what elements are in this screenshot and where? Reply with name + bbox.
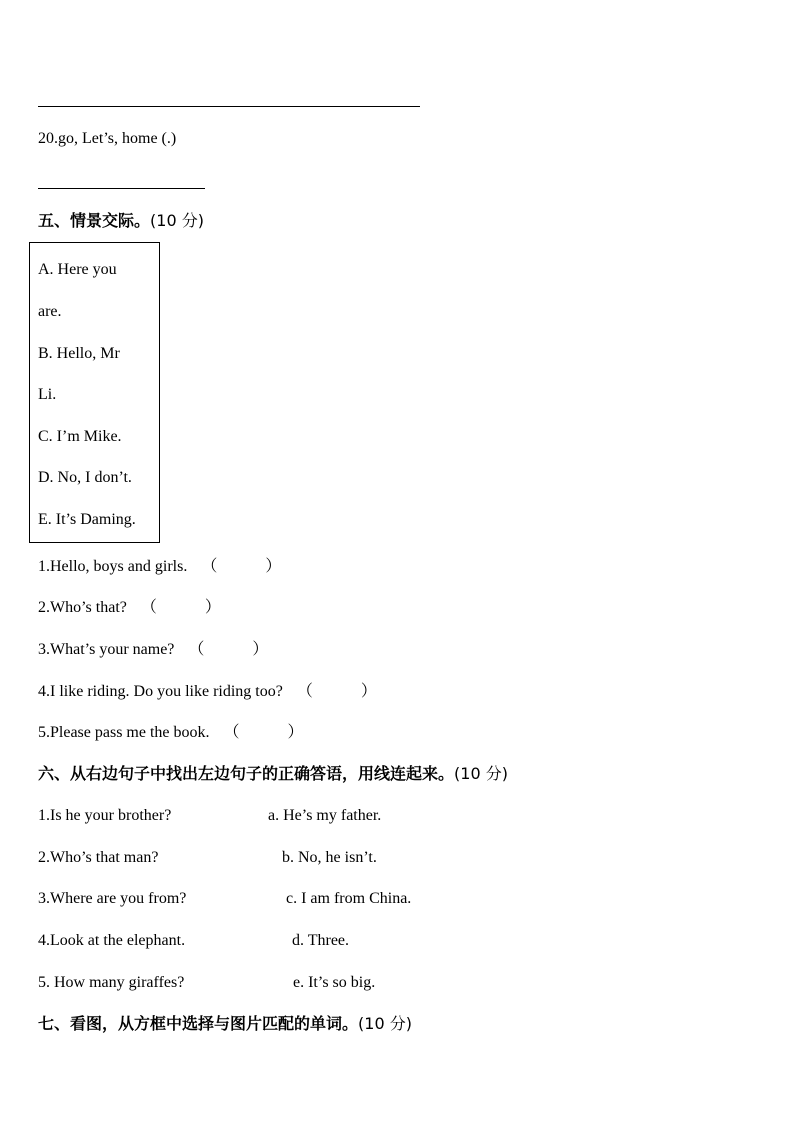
option-line: are. — [38, 303, 62, 320]
section-5-title: 五、情景交际。 — [38, 211, 151, 230]
section-6-heading — [38, 764, 508, 784]
section-6-score: (10 分) — [454, 764, 508, 783]
answer-blank[interactable]: （ ） — [140, 599, 221, 616]
option-line: Li. — [38, 386, 57, 403]
match-right-item[interactable]: a. He’s my father. — [268, 807, 382, 824]
question-text: 3.What’s your name? — [38, 641, 175, 658]
match-right-item[interactable]: d. Three. — [292, 932, 350, 949]
answer-blank[interactable]: （ ） — [188, 641, 269, 658]
section-6-title: 六、从右边句子中找出左边句子的正确答语，用线连起来。 — [38, 764, 455, 783]
match-left-item[interactable]: 2.Who’s that man? — [38, 849, 159, 866]
section-5-score: (10 分) — [150, 211, 204, 230]
option-line: A. Here you — [38, 261, 117, 278]
match-right-item[interactable]: b. No, he isn’t. — [282, 849, 377, 866]
option-line: B. Hello, Mr — [38, 345, 120, 362]
options-box — [29, 242, 160, 543]
match-right-item[interactable]: e. It’s so big. — [293, 974, 376, 991]
s5-question-1 — [38, 557, 281, 577]
answer-line-20 — [38, 188, 205, 189]
match-right-item[interactable]: c. I am from China. — [286, 890, 412, 907]
question-text: 5.Please pass me the book. — [38, 724, 210, 741]
s5-question-2 — [38, 598, 221, 618]
question-text: 1.Hello, boys and girls. — [38, 558, 188, 575]
match-left-item[interactable]: 5. How many giraffes? — [38, 974, 185, 991]
section-7-heading — [38, 1014, 412, 1034]
answer-blank[interactable]: （ ） — [223, 724, 304, 741]
s5-question-3 — [38, 640, 268, 660]
s5-question-5 — [38, 723, 304, 743]
section-7-score: (10 分) — [358, 1014, 412, 1033]
question-text: 2.Who’s that? — [38, 599, 127, 616]
section-5-heading — [38, 211, 204, 231]
match-left-item[interactable]: 3.Where are you from? — [38, 890, 187, 907]
option-line: C. I’m Mike. — [38, 428, 122, 445]
answer-blank[interactable]: （ ） — [296, 683, 377, 700]
s5-question-4 — [38, 682, 377, 702]
answer-line-19 — [38, 106, 420, 107]
option-line: D. No, I don’t. — [38, 469, 132, 486]
question-text: 4.I like riding. Do you like riding too? — [38, 683, 283, 700]
option-line: E. It’s Daming. — [38, 511, 136, 528]
section-7-title: 七、看图，从方框中选择与图片匹配的单词。 — [38, 1014, 359, 1033]
match-left-item[interactable]: 1.Is he your brother? — [38, 807, 172, 824]
match-left-item[interactable]: 4.Look at the elephant. — [38, 932, 186, 949]
answer-blank[interactable]: （ ） — [201, 558, 282, 575]
question-20: 20.go, Let’s, home (.) — [38, 130, 177, 147]
